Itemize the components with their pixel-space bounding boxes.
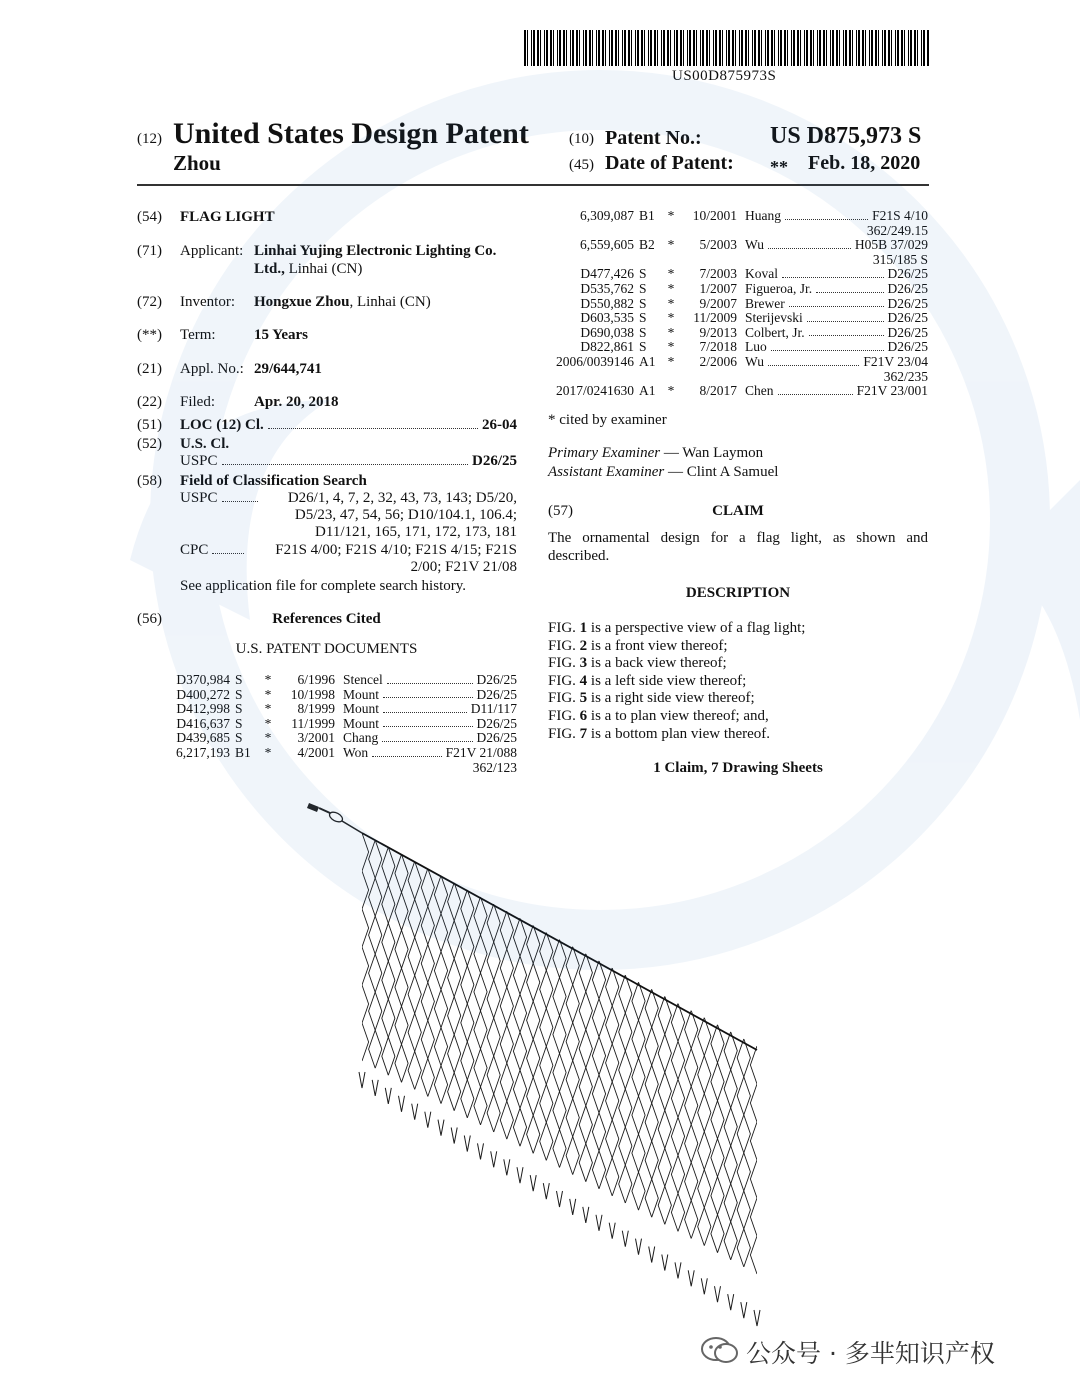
- net-strand: [665, 996, 672, 1224]
- reference-cls: D26/25: [476, 672, 517, 687]
- loc-class-label: LOC (12) Cl.: [180, 417, 264, 433]
- fringe-tail: [596, 1215, 602, 1231]
- reference-star: *: [667, 339, 675, 355]
- reference-name: Colbert, Jr.: [745, 324, 805, 340]
- appl-no-value: 29/644,741: [254, 361, 322, 377]
- net-strand: [369, 840, 376, 1068]
- assistant-examiner-label: Assistant Examiner: [548, 464, 665, 480]
- net-strand: [342, 826, 349, 1054]
- reference-num: D439,685: [176, 730, 230, 746]
- net-strand: [474, 897, 481, 1125]
- reference-num: D412,998: [176, 701, 230, 717]
- fringe-tail: [425, 1112, 431, 1128]
- figure-number: 3: [579, 655, 588, 672]
- net-strand: [540, 932, 547, 1160]
- field-search-label: Field of Classification Search: [180, 473, 367, 489]
- fringe-tail: [504, 1159, 510, 1175]
- fringe-tail: [649, 1247, 655, 1263]
- reference-date: 1/2007: [699, 280, 737, 296]
- reference-num: D550,882: [580, 295, 634, 311]
- net-strand: [573, 947, 580, 1175]
- wechat-icon: [700, 1336, 740, 1362]
- reference-date: 2/2006: [699, 353, 737, 369]
- net-strand: [527, 925, 534, 1153]
- reference-kind: S: [639, 324, 647, 340]
- net-strand: [606, 968, 613, 1196]
- net-strand: [783, 1060, 790, 1288]
- net-strand: [625, 975, 632, 1203]
- primary-examiner-name: — Wan Laymon: [663, 445, 764, 461]
- reference-star: *: [667, 208, 675, 223]
- reference-kind: B2: [639, 237, 655, 253]
- net-strand: [553, 940, 560, 1168]
- net-strand: [592, 961, 599, 1189]
- net-mesh: [329, 819, 790, 1288]
- fringe-tail: [478, 1143, 484, 1159]
- net-strand: [764, 1053, 771, 1281]
- plug-icon: [307, 803, 344, 824]
- reference-date: 9/2013: [699, 324, 737, 340]
- power-cord: [342, 821, 362, 833]
- reference-name: Wu: [745, 353, 764, 369]
- reference-star: *: [264, 701, 272, 717]
- reference-date: 7/2018: [699, 339, 737, 355]
- net-strand: [546, 932, 553, 1160]
- figure-text: is a perspective view of a flag light;: [587, 620, 806, 636]
- net-strand: [744, 1039, 751, 1267]
- net-strand: [454, 883, 461, 1111]
- search-uspc-line: D26/1, 4, 7, 2, 32, 43, 73, 143; D5/20,: [287, 490, 517, 506]
- net-strand: [481, 897, 488, 1125]
- net-strand: [579, 954, 586, 1182]
- reference-name: Brewer: [745, 295, 785, 311]
- net-strand: [671, 1003, 678, 1231]
- search-uspc-line: D11/121, 165, 171, 172, 173, 181: [315, 524, 517, 540]
- net-strand: [533, 925, 540, 1153]
- us-patent-docs-heading: U.S. PATENT DOCUMENTS: [235, 641, 418, 657]
- code-71: (71): [137, 243, 162, 259]
- net-strand: [507, 911, 514, 1139]
- patent-number: US D875,973 S: [770, 123, 922, 149]
- net-strand: [724, 1032, 731, 1260]
- applicant-name-2: Ltd.,: [254, 261, 285, 277]
- reference-cls: F21V 21/088: [445, 744, 517, 760]
- claims-sheets-summary: 1 Claim, 7 Drawing Sheets: [653, 760, 823, 776]
- figure-number: 5: [579, 690, 588, 707]
- fringe-tail: [728, 1294, 734, 1310]
- figure-prefix: FIG.: [548, 725, 580, 742]
- net-strand: [691, 1011, 698, 1239]
- reference-class-continued: 315/185 S: [872, 251, 928, 267]
- fringe-tail: [517, 1167, 523, 1183]
- code-term: (**): [137, 327, 162, 343]
- fringe-tail: [530, 1175, 536, 1191]
- reference-kind: A1: [639, 383, 656, 399]
- net-strand: [487, 904, 494, 1132]
- reference-date: 6/1996: [297, 672, 335, 687]
- wechat-account-label: 公众号 · 多芈知识产权: [746, 1339, 995, 1368]
- reference-kind: B1: [235, 744, 251, 760]
- cited-by-examiner-note: * cited by examiner: [548, 412, 667, 428]
- reference-num: D416,637: [176, 715, 230, 731]
- net-strand: [402, 854, 409, 1082]
- reference-name: Chang: [343, 730, 379, 746]
- figure-number: 2: [579, 637, 588, 654]
- reference-num: 6,559,605: [580, 237, 634, 253]
- reference-cls: D26/25: [476, 730, 517, 746]
- document-title: United States Design Patent: [173, 117, 529, 150]
- reference-star: *: [667, 280, 675, 296]
- us-class-label: U.S. Cl.: [180, 436, 230, 452]
- reference-cls: D26/25: [476, 715, 517, 731]
- code-57: (57): [548, 503, 573, 519]
- patent-no-label: Patent No.:: [605, 127, 702, 149]
- reference-name: Chen: [745, 383, 774, 399]
- fringe-tail: [372, 1080, 378, 1096]
- figure-number: 1: [579, 620, 588, 636]
- net-strand: [395, 854, 402, 1082]
- net-strand: [599, 961, 606, 1189]
- reference-num: 2006/0039146: [555, 353, 634, 369]
- net-strand: [757, 1046, 764, 1274]
- reference-name: Sterijevski: [745, 310, 803, 326]
- description-heading: DESCRIPTION: [685, 585, 791, 601]
- net-strand: [698, 1018, 705, 1246]
- fringe-tail: [609, 1223, 615, 1239]
- reference-date: 10/2001: [692, 208, 737, 223]
- inventor-label: Inventor:: [180, 294, 235, 310]
- net-strand: [711, 1025, 718, 1253]
- barcode-number: US00D875973S: [672, 68, 777, 84]
- search-cpc-line: F21S 4/00; F21S 4/10; F21S 4/15; F21S: [275, 542, 517, 558]
- fringe-tail: [557, 1191, 563, 1207]
- net-strand: [382, 847, 389, 1075]
- figure-text: is a to plan view thereof; and,: [587, 707, 769, 724]
- figure-prefix: FIG.: [548, 620, 580, 636]
- reference-name: Koval: [745, 266, 778, 282]
- net-strand: [718, 1025, 725, 1253]
- reference-num: D690,038: [580, 324, 634, 340]
- net-strand: [652, 989, 659, 1217]
- search-cpc-line: 2/00; F21V 21/08: [410, 559, 517, 575]
- net-strand: [619, 975, 626, 1203]
- code-58: (58): [137, 473, 162, 489]
- reference-cls: F21V 23/001: [856, 383, 928, 399]
- reference-name: Mount: [343, 701, 380, 717]
- reference-kind: S: [235, 730, 243, 746]
- net-fringe: [359, 1072, 760, 1326]
- reference-cls: F21V 23/04: [863, 353, 928, 369]
- net-strand: [750, 1046, 757, 1274]
- net-strand: [658, 996, 665, 1224]
- reference-date: 8/1999: [297, 701, 335, 717]
- reference-class-continued: 362/249.15: [866, 222, 928, 238]
- fringe-tail: [741, 1302, 747, 1318]
- reference-cls: D26/25: [887, 324, 928, 340]
- reference-cls: D26/25: [887, 310, 928, 326]
- net-strand: [415, 861, 422, 1089]
- figure-text: is a front view thereof;: [587, 637, 728, 654]
- reference-num: D535,762: [580, 280, 634, 296]
- reference-star: *: [264, 715, 272, 731]
- reference-date: 7/2003: [699, 266, 737, 282]
- net-strand: [645, 989, 652, 1217]
- reference-star: *: [667, 295, 675, 311]
- net-strand: [408, 861, 415, 1089]
- net-strand: [520, 918, 527, 1146]
- net-strand: [678, 1003, 685, 1231]
- fringe-tail: [701, 1278, 707, 1294]
- reference-cls: D26/25: [887, 295, 928, 311]
- reference-name: Wu: [745, 237, 764, 253]
- fringe-tail: [688, 1270, 694, 1286]
- reference-date: 10/1998: [290, 686, 335, 702]
- design-title: FLAG LIGHT: [180, 209, 275, 225]
- reference-name: Luo: [745, 339, 767, 355]
- reference-date: 9/2007: [699, 295, 737, 311]
- net-strand: [560, 940, 567, 1168]
- figure-number: 4: [579, 672, 588, 689]
- reference-num: D603,535: [580, 310, 634, 326]
- fringe-tail: [491, 1151, 497, 1167]
- search-uspc-label: USPC: [180, 490, 218, 506]
- figure-text: is a bottom plan view thereof.: [587, 725, 771, 742]
- reference-kind: S: [639, 310, 647, 326]
- reference-num: 2017/0241630: [555, 383, 634, 399]
- reference-kind: S: [235, 672, 243, 687]
- net-strand: [421, 869, 428, 1097]
- net-strand: [731, 1032, 738, 1260]
- net-strand: [566, 947, 573, 1175]
- net-strand: [500, 911, 507, 1139]
- reference-kind: S: [639, 280, 647, 296]
- uspc-value: D26/25: [472, 453, 517, 469]
- term-label: Term:: [180, 327, 216, 343]
- code-12: (12): [137, 131, 162, 147]
- reference-num: 6,217,193: [176, 744, 230, 760]
- reference-star: *: [264, 686, 272, 702]
- fringe-tail: [662, 1255, 668, 1271]
- inventor-location: , Linhai (CN): [349, 294, 431, 310]
- reference-cls: D11/117: [470, 701, 517, 717]
- figure-prefix: FIG.: [548, 672, 580, 689]
- figure-prefix: FIG.: [548, 690, 580, 707]
- search-cpc-label: CPC: [180, 542, 209, 558]
- reference-kind: S: [639, 339, 647, 355]
- primary-examiner-label: Primary Examiner: [548, 445, 661, 461]
- figure-number: 6: [579, 707, 588, 724]
- net-strand: [770, 1053, 777, 1281]
- code-51: (51): [137, 417, 162, 433]
- code-54: (54): [137, 209, 162, 225]
- net-strand: [441, 876, 448, 1104]
- applicant-label: Applicant:: [180, 243, 244, 259]
- reference-date: 11/1999: [291, 715, 335, 731]
- reference-cls: D26/25: [887, 339, 928, 355]
- net-strand: [632, 982, 639, 1210]
- date-label: Date of Patent:: [605, 152, 734, 174]
- net-strand: [448, 883, 455, 1111]
- figure-prefix: FIG.: [548, 707, 580, 724]
- reference-star: *: [667, 324, 675, 340]
- code-10: (10): [569, 131, 594, 147]
- net-strand: [639, 982, 646, 1210]
- fringe-tail: [583, 1207, 589, 1223]
- search-uspc-line: D5/23, 47, 54, 56; D10/104.1, 106.4;: [294, 507, 517, 523]
- fringe-tail: [570, 1199, 576, 1215]
- net-strand: [467, 890, 474, 1118]
- reference-date: 5/2003: [699, 237, 737, 253]
- patent-date: Feb. 18, 2020: [808, 152, 921, 174]
- net-strand: [375, 840, 382, 1068]
- figure-text: is a left side view thereof;: [587, 672, 747, 689]
- net-strand: [362, 833, 369, 1061]
- code-56: (56): [137, 611, 162, 627]
- net-strand: [428, 869, 435, 1097]
- fringe-tail: [412, 1104, 418, 1120]
- fringe-tail: [622, 1231, 628, 1247]
- reference-cls: F21S 4/10: [872, 208, 928, 223]
- reference-cls: D26/25: [887, 280, 928, 296]
- figure-number: 7: [579, 725, 588, 742]
- net-strand: [513, 918, 520, 1146]
- claim-heading: CLAIM: [712, 503, 764, 519]
- reference-cls: D26/25: [476, 686, 517, 702]
- reference-star: *: [264, 672, 272, 687]
- figure-prefix: FIG.: [548, 637, 580, 654]
- applicant-name: Linhai Yujing Electronic Lighting Co.: [254, 243, 497, 259]
- net-strand: [336, 819, 343, 1047]
- reference-kind: S: [639, 295, 647, 311]
- reference-kind: A1: [639, 353, 656, 369]
- figure-prefix: FIG.: [548, 655, 580, 672]
- reference-class-continued: 362/235: [883, 368, 928, 384]
- reference-kind: S: [639, 266, 647, 282]
- fringe-tail: [675, 1262, 681, 1278]
- reference-kind: S: [235, 715, 243, 731]
- fringe-tail: [451, 1128, 457, 1144]
- reference-star: *: [264, 730, 272, 746]
- reference-num: 6,309,087: [580, 208, 634, 223]
- references-cited-title: References Cited: [272, 611, 381, 627]
- loc-class-value: 26-04: [482, 417, 517, 433]
- code-45: (45): [569, 157, 594, 173]
- net-strand: [737, 1039, 744, 1267]
- term-value: 15 Years: [254, 327, 309, 343]
- reference-cls: D26/25: [887, 266, 928, 282]
- reference-class-continued: 362/123: [472, 759, 517, 775]
- net-strand: [586, 954, 593, 1182]
- filed-value: Apr. 20, 2018: [254, 394, 339, 410]
- reference-name: Stencel: [343, 672, 383, 687]
- reference-star: *: [667, 383, 675, 399]
- search-history-note: See application file for complete search history.: [180, 578, 467, 594]
- reference-star: *: [667, 353, 675, 369]
- assistant-examiner-name: — Clint A Samuel: [668, 464, 779, 480]
- reference-kind: S: [235, 701, 243, 717]
- fringe-tail: [399, 1096, 405, 1112]
- reference-star: *: [667, 310, 675, 326]
- reference-name: Mount: [343, 686, 380, 702]
- reference-date: 11/2009: [693, 310, 737, 326]
- appl-no-label: Appl. No.:: [180, 361, 244, 377]
- fringe-tail: [359, 1072, 365, 1088]
- fringe-tail: [754, 1310, 760, 1326]
- net-strand: [777, 1060, 784, 1288]
- reference-kind: B1: [639, 208, 655, 223]
- inventor-name: Hongxue Zhou: [254, 294, 350, 310]
- net-strand: [388, 847, 395, 1075]
- reference-date: 8/2017: [699, 383, 737, 399]
- net-strand: [612, 968, 619, 1196]
- code-72: (72): [137, 294, 162, 310]
- code-52: (52): [137, 436, 162, 452]
- reference-num: D400,272: [176, 686, 230, 702]
- reference-cls: H05B 37/029: [854, 237, 928, 253]
- reference-name: Mount: [343, 715, 380, 731]
- figure-text: is a right side view thereof;: [587, 690, 755, 707]
- fringe-tail: [543, 1183, 549, 1199]
- net-strand: [685, 1011, 692, 1239]
- reference-star: *: [667, 237, 675, 253]
- reference-star: *: [667, 266, 675, 282]
- claim-text: The ornamental design for a flag light, as shown and described.: [548, 530, 928, 564]
- top-wire: [362, 833, 757, 1050]
- net-strand: [434, 876, 441, 1104]
- net-strand: [349, 826, 356, 1054]
- code-22: (22): [137, 394, 162, 410]
- fringe-tail: [464, 1136, 470, 1152]
- fringe-tail: [438, 1120, 444, 1136]
- reference-date: 4/2001: [297, 744, 335, 760]
- figure-text: is a back view thereof;: [587, 655, 727, 672]
- net-strand: [355, 833, 362, 1061]
- net-strand: [329, 819, 336, 1047]
- applicant-location: Linhai (CN): [284, 261, 363, 277]
- uspc-label: USPC: [180, 453, 218, 469]
- reference-num: D477,426: [580, 266, 634, 282]
- date-marker: **: [770, 157, 788, 177]
- code-21: (21): [137, 361, 162, 377]
- net-strand: [494, 904, 501, 1132]
- reference-num: D822,861: [580, 339, 634, 355]
- reference-num: D370,984: [176, 672, 230, 687]
- reference-star: *: [264, 744, 272, 760]
- fringe-tail: [636, 1239, 642, 1255]
- filed-label: Filed:: [180, 394, 216, 410]
- reference-kind: S: [235, 686, 243, 702]
- reference-name: Won: [343, 744, 369, 760]
- fringe-tail: [715, 1286, 721, 1302]
- inventor-short: Zhou: [173, 151, 221, 175]
- fringe-tail: [385, 1088, 391, 1104]
- net-strand: [704, 1018, 711, 1246]
- net-strand: [461, 890, 468, 1118]
- reference-name: Figueroa, Jr.: [745, 280, 813, 296]
- reference-name: Huang: [745, 208, 781, 223]
- reference-date: 3/2001: [297, 730, 335, 746]
